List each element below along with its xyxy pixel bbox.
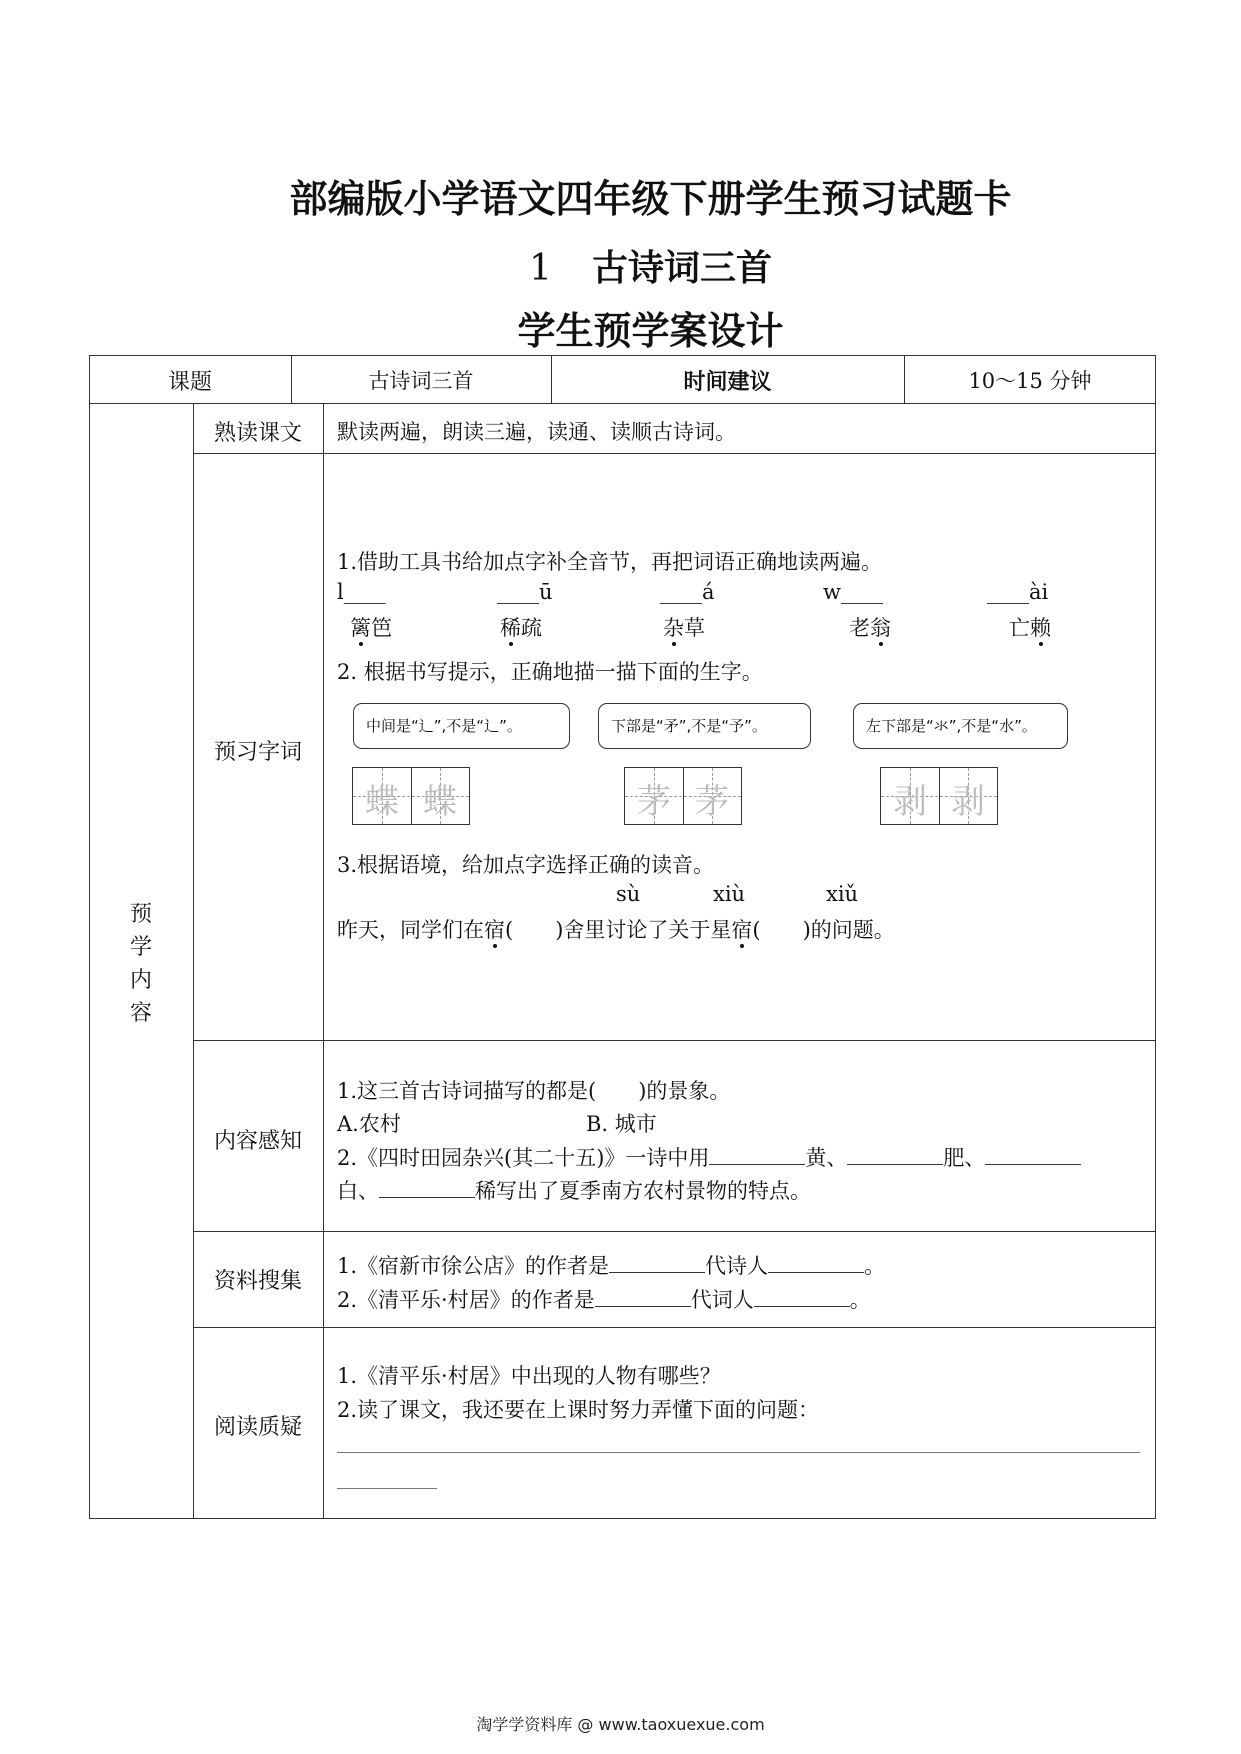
tracing-char: 茅 xyxy=(637,782,671,822)
vocab-word: 老翁 xyxy=(849,616,891,640)
row-divider xyxy=(89,403,1156,404)
pinyin-blank[interactable]: ____ū xyxy=(497,580,553,604)
topic-value: 古诗词三首 xyxy=(368,369,474,393)
tracing-char: 剥 xyxy=(893,782,927,822)
tracing-char: 茅 xyxy=(695,782,729,822)
tracing-char: 剥 xyxy=(951,782,985,822)
footer-credit: 淘学学资料库 @ www.taoxuexue.com xyxy=(476,1715,765,1734)
pinyin-blank[interactable]: ____á xyxy=(660,580,715,604)
content-q2: 2.《四时田园杂兴(其二十五)》一诗中用 黄、 肥、 xyxy=(337,1142,1081,1172)
topic-label: 课题 xyxy=(167,370,212,395)
words-label: 预习字词 xyxy=(213,740,302,765)
content-label: 内容感知 xyxy=(213,1129,302,1154)
section-label-char: 内 xyxy=(129,968,152,993)
vocab-word: 亡赖 xyxy=(1009,616,1051,640)
pinyin-blank[interactable]: ____ài xyxy=(987,580,1049,604)
research-label: 资料搜集 xyxy=(213,1269,302,1294)
read-label: 熟读课文 xyxy=(213,421,302,446)
question-q1: 1.《清平乐·村居》中出现的人物有哪些？ xyxy=(337,1364,721,1388)
section-label-char: 预 xyxy=(129,902,152,927)
section-label-char: 学 xyxy=(129,935,152,960)
lesson-number: 1 xyxy=(529,248,552,289)
pinyin-option: sù xyxy=(616,882,641,906)
words-q2: 2. 根据书写提示，正确地描一描下面的生字。 xyxy=(337,660,763,684)
answer-line[interactable] xyxy=(337,1452,1140,1453)
lesson-title: 古诗词三首 xyxy=(591,248,772,289)
question-label: 阅读质疑 xyxy=(213,1415,302,1440)
pinyin-option: xiù xyxy=(713,882,746,906)
time-label: 时间建议 xyxy=(683,370,772,395)
col-divider xyxy=(193,403,194,1519)
answer-line[interactable] xyxy=(337,1488,437,1489)
tracing-grid[interactable] xyxy=(352,767,470,825)
content-q2-cont: 白、 稀写出了夏季南方农村景物的特点。 xyxy=(337,1179,811,1203)
section-label-char: 容 xyxy=(129,1001,152,1026)
question-q2: 2.读了课文，我还要在上课时努力弄懂下面的问题： xyxy=(337,1398,820,1422)
section-label xyxy=(89,898,193,1030)
page-subtitle: 学生预学案设计 xyxy=(517,309,784,353)
vocab-word: 篱笆 xyxy=(350,616,392,640)
vocab-word: 稀疏 xyxy=(500,616,542,640)
content-opt-a: A.农村 xyxy=(337,1112,401,1136)
content-opt-b: B. 城市 xyxy=(586,1112,657,1136)
pinyin-option: xiǔ xyxy=(826,882,859,906)
words-q1: 1.借助工具书给加点字补全音节，再把词语正确地读两遍。 xyxy=(337,550,883,574)
row-divider xyxy=(193,1040,1156,1041)
row-divider xyxy=(193,1231,1156,1232)
page-title: 部编版小学语文四年级下册学生预习试题卡 xyxy=(289,177,1012,221)
research-q2: 2.《清平乐·村居》的作者是 代词人 。 xyxy=(337,1288,871,1312)
row-divider xyxy=(193,453,1156,454)
tracing-grid[interactable] xyxy=(624,767,742,825)
hint-bubble: 中间是“辶”,不是“辶”。 xyxy=(353,703,570,749)
col-divider xyxy=(323,403,324,1519)
row-divider xyxy=(193,1327,1156,1328)
words-q3: 3.根据语境，给加点字选择正确的读音。 xyxy=(337,853,715,877)
read-text: 默读两遍，朗读三遍，读通、读顺古诗词。 xyxy=(337,420,736,444)
pinyin-blank[interactable]: l____ xyxy=(337,580,386,604)
time-value: 10～15 分钟 xyxy=(968,369,1092,393)
hint-bubble: 下部是“矛”,不是“予”。 xyxy=(598,703,811,749)
research-q1: 1.《宿新市徐公店》的作者是 代诗人 。 xyxy=(337,1254,886,1278)
pinyin-blank[interactable]: w____ xyxy=(823,580,883,604)
lesson-heading xyxy=(30,240,1241,291)
hint-bubble: 左下部是“氺”,不是“水”。 xyxy=(853,703,1068,749)
content-q1: 1.这三首古诗词描写的都是( )的景象。 xyxy=(337,1079,731,1103)
tracing-char: 蝶 xyxy=(423,782,457,822)
vocab-word: 杂草 xyxy=(663,616,705,640)
tracing-char: 蝶 xyxy=(365,782,399,822)
words-q3-sentence: 昨天，同学们在宿( )舍里讨论了关于星宿( )的问题。 xyxy=(337,918,895,942)
tracing-grid[interactable] xyxy=(880,767,998,825)
